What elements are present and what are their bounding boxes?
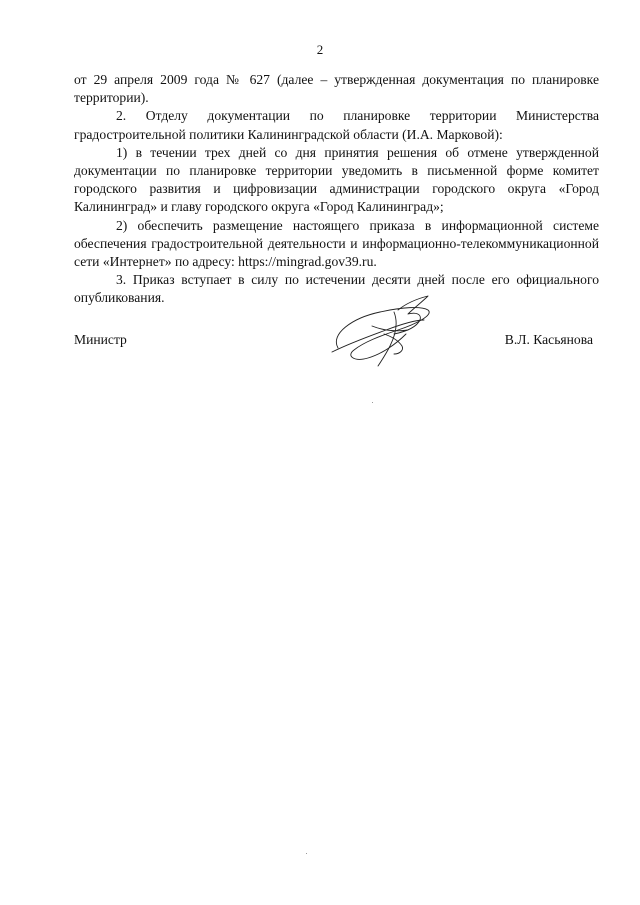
paragraph-subitem-1: 1) в течении трех дней со дня принятия решения об отмене утвержденной документации по планировке территории уведомить в письменной форме комитет городского развития и цифровизации администрации городского округа «Город Калининград» и главу городского округа «Город Калининград»; [74, 144, 599, 215]
signer-name: В.Л. Касьянова [504, 332, 593, 347]
paragraph-continuation: от 29 апреля 2009 года № 627 (далее – утвержденная документация по планировке территории). [74, 72, 599, 106]
paragraph-item-2: 2. Отделу документации по планировке территории Министерства градостроительной политики Калининградской области (И.А. Марковой): [74, 108, 599, 142]
signer-position: Министр [74, 332, 127, 347]
scan-speck [372, 402, 373, 403]
paragraph-subitem-2: 2) обеспечить размещение настоящего приказа в информационной системе обеспечения градостроительной деятельности и информационно-телекоммуникационной сети «Интернет» по адресу: https://mingrad.gov39.ru. [74, 217, 599, 270]
page-number: 2 [316, 42, 324, 57]
scan-speck [306, 853, 307, 854]
paragraph-item-3: 3. Приказ вступает в силу по истечении десяти дней после его официального опубликования. [74, 272, 599, 306]
signature-block [74, 330, 599, 370]
handwritten-signature [324, 290, 444, 368]
document-body [74, 71, 599, 308]
